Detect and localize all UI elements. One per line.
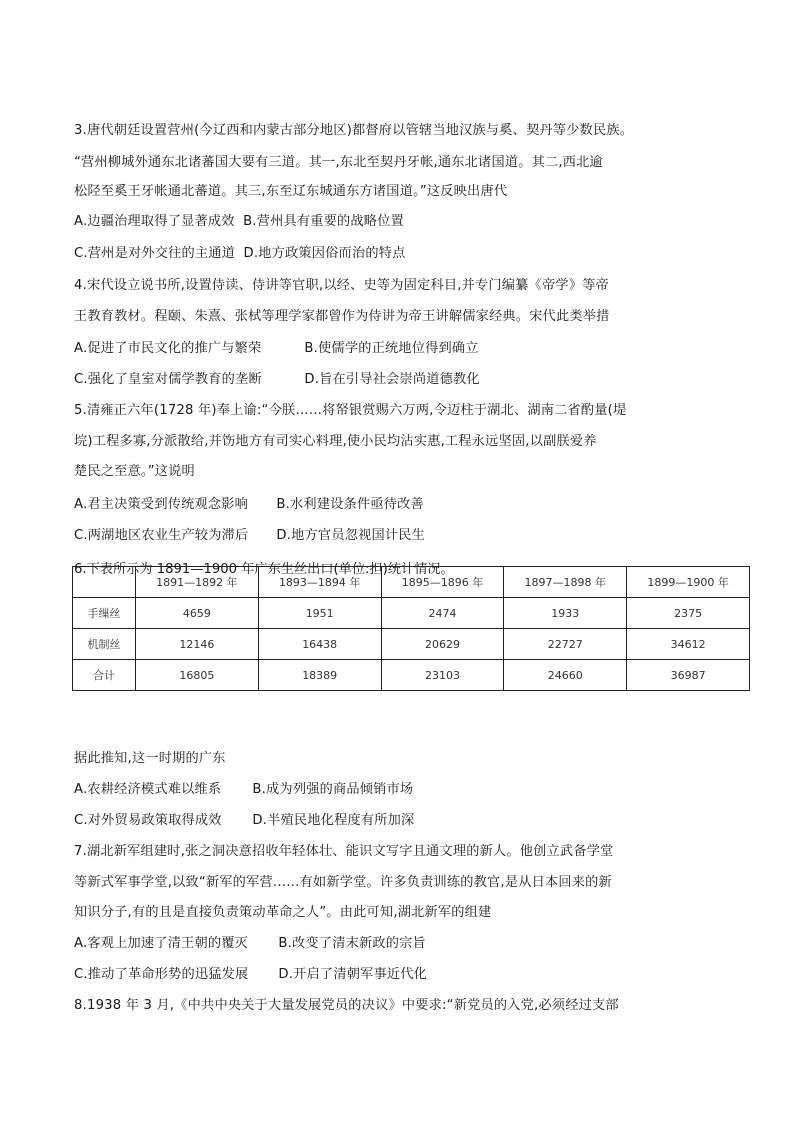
q5-option-a[interactable]: A.君主决策受到传统观念影响 — [74, 497, 249, 512]
q5-stem-line3: 楚民之至意。”这说明 — [74, 464, 195, 479]
q7-stem-line2: 等新式军事学堂,以致“新军的军营……有如新学堂。许多负责训练的教官,是从日本回来的新 — [74, 875, 612, 890]
q3-option-d[interactable]: D.地方政策因俗而治的特点 — [243, 246, 406, 261]
table-cell: 24660 — [504, 660, 627, 691]
table-cell: 23103 — [381, 660, 504, 691]
q4-option-c[interactable]: C.强化了皇室对儒学教育的垄断 — [74, 372, 262, 387]
q7-option-b[interactable]: B.改变了清末新政的宗旨 — [278, 936, 426, 951]
table-cell: 34612 — [627, 629, 750, 660]
table-cell: 16438 — [258, 629, 381, 660]
q6-options-row2 — [74, 812, 414, 830]
q7-options-row2 — [74, 966, 427, 984]
table-cell: 36987 — [627, 660, 750, 691]
q3-options-row2 — [74, 245, 405, 263]
q4-stem-line2: 王教育教材。程颐、朱熹、张栻等理学家都曾作为侍讲为帝王讲解儒家经典。宋代此类举措 — [74, 309, 610, 324]
table-cell: 16805 — [136, 660, 259, 691]
q3-option-c[interactable]: C.营州是对外交往的主通道 — [74, 246, 236, 261]
table-row-label: 手缫丝 — [73, 598, 136, 629]
q7-option-a[interactable]: A.客观上加速了清王朝的覆灭 — [74, 936, 249, 951]
table-cell: 4659 — [136, 598, 259, 629]
q7-option-c[interactable]: C.推动了革命形势的迅猛发展 — [74, 967, 249, 982]
table-cell: 2474 — [381, 598, 504, 629]
table-row — [73, 660, 750, 691]
table-cell: 12146 — [136, 629, 259, 660]
q6-option-d[interactable]: D.半殖民地化程度有所加深 — [252, 813, 415, 828]
q7-option-d[interactable]: D.开启了清朝军事近代化 — [278, 967, 428, 982]
q3-stem-line3: 松陉至奚王牙帐通北蕃道。其三,东至辽东城通东方诸国道。”这反映出唐代 — [74, 184, 508, 199]
q3-options-row1 — [74, 213, 404, 231]
table-header-cell: 1891—1892 年 — [136, 567, 259, 598]
q7-stem-line1: 7.湖北新军组建时,张之洞决意招收年轻体壮、能识文写字且通文理的新人。他创立武备学堂 — [74, 844, 614, 859]
q5-stem-line1: 5.清雍正六年(1728 年)奉上谕:“今朕……将帑银赏赐六万两,令迈柱于湖北、湖南二省酌量(堤 — [74, 403, 627, 418]
q5-options-row1 — [74, 496, 424, 514]
table-row-label: 合计 — [73, 660, 136, 691]
table-row — [73, 629, 750, 660]
q3-stem-line1: 3.唐代朝廷设置营州(今辽西和内蒙古部分地区)都督府以管辖当地汉族与奚、契丹等少数民族。 — [74, 123, 634, 138]
q4-option-d[interactable]: D.旨在引导社会崇尚道德教化 — [304, 372, 480, 387]
q6-stem-line2: 据此推知,这一时期的广东 — [74, 751, 226, 766]
q3-option-a[interactable]: A.边疆治理取得了显著成效 — [74, 214, 235, 229]
q6-option-a[interactable]: A.农耕经济模式难以维系 — [74, 782, 222, 797]
table-cell: 22727 — [504, 629, 627, 660]
q3-option-b[interactable]: B.营州具有重要的战略位置 — [243, 214, 404, 229]
q8-stem-line1: 8.1938 年 3 月,《中共中央关于大量发展党员的决议》中要求:“新党员的入党,必须经过支部 — [74, 998, 619, 1013]
q7-stem-line3: 知识分子,有的且是直接负责策动革命之人”。由此可知,湖北新军的组建 — [74, 905, 492, 920]
q5-option-b[interactable]: B.水利建设条件亟待改善 — [276, 497, 424, 512]
q6-data-table — [72, 566, 750, 691]
table-header-cell: 1897—1898 年 — [504, 567, 627, 598]
q4-option-b[interactable]: B.使儒学的正统地位得到确立 — [304, 341, 479, 356]
table-row — [73, 598, 750, 629]
table-row-label: 机制丝 — [73, 629, 136, 660]
table-header-cell: 1895—1896 年 — [381, 567, 504, 598]
q6-options-row1 — [74, 781, 413, 799]
q5-stem-line2: 垸)工程多寡,分派散给,并饬地方有司实心料理,使小民均沾实惠,工程永远坚固,以副朕爱养 — [74, 434, 597, 449]
table-header-row — [73, 567, 750, 598]
q3-stem-line2: “营州柳城外通东北诸蕃国大要有三道。其一,东北至契丹牙帐,通东北诸国道。其二,西北逾 — [74, 155, 603, 170]
q7-options-row1 — [74, 935, 426, 953]
table-header-cell: 1899—1900 年 — [627, 567, 750, 598]
q6-option-c[interactable]: C.对外贸易政策取得成效 — [74, 813, 222, 828]
q4-options-row1 — [74, 340, 479, 358]
table-cell: 1933 — [504, 598, 627, 629]
q4-stem-line1: 4.宋代设立说书所,设置侍读、侍讲等官职,以经、史等为固定科目,并专门编纂《帝学》等帝 — [74, 278, 609, 293]
q4-options-row2 — [74, 371, 480, 389]
table-header-cell: 1893—1894 年 — [258, 567, 381, 598]
table-cell: 20629 — [381, 629, 504, 660]
q6-stem-line1: 6.下表所示为 1891—1900 年广东生丝出口(单位:担)统计情况。 — [74, 562, 454, 577]
table-cell: 18389 — [258, 660, 381, 691]
table-cell: 1951 — [258, 598, 381, 629]
q5-options-row2 — [74, 527, 425, 545]
table-header-cell — [73, 567, 136, 598]
q5-option-d[interactable]: D.地方官员忽视国计民生 — [276, 528, 426, 543]
q6-option-b[interactable]: B.成为列强的商品倾销市场 — [252, 782, 414, 797]
q5-option-c[interactable]: C.两湖地区农业生产较为滞后 — [74, 528, 249, 543]
q4-option-a[interactable]: A.促进了市民文化的推广与繁荣 — [74, 341, 262, 356]
table-cell: 2375 — [627, 598, 750, 629]
